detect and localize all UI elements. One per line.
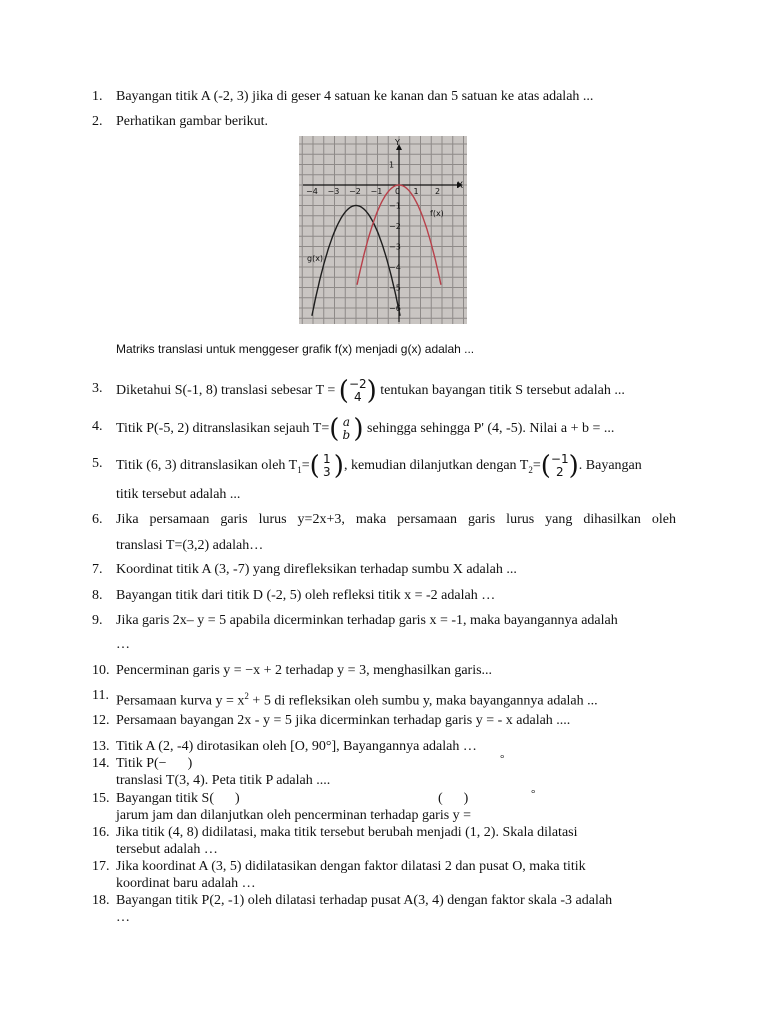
question-number: 7.	[92, 562, 103, 577]
f-label: f(x)	[430, 209, 444, 218]
question-18-continuation: …	[116, 910, 130, 925]
x-tick-label: −3	[327, 187, 340, 196]
x-tick-label: 2	[435, 187, 441, 196]
translation-vector-1: ( 1 3 )	[309, 451, 344, 481]
question-number: 11.	[92, 688, 109, 703]
question-text: Titik P(-5, 2) ditranslasikan sejauh T=	[116, 421, 330, 437]
question-15-continuation: jarum jam dan dilanjutkan oleh pencerminan terhadap garis y =	[116, 808, 472, 823]
x-tick-label: 1	[413, 187, 419, 196]
question-text: Titik P(− )	[116, 756, 193, 771]
y-tick-label: −4	[389, 263, 401, 272]
question-text: Bayangan titik S( )	[116, 791, 240, 806]
x-axis-label: X	[457, 181, 464, 191]
question-number: 10.	[92, 663, 110, 678]
question-text-end: . Bayangan	[578, 458, 642, 474]
y-tick-label: −2	[389, 222, 401, 231]
question-text: Jika persamaan garis lurus y=2x+3, maka persamaan garis lurus yang dihasilkan oleh	[116, 512, 676, 527]
question-text-end: sehingga sehingga P' (4, -5). Nilai a + b = ...	[363, 421, 615, 437]
question-number: 14.	[92, 756, 110, 771]
y-tick-label: −1	[389, 201, 401, 211]
x-tick-label: −2	[349, 187, 361, 196]
question-9-continuation: …	[116, 637, 130, 652]
question-number: 9.	[92, 613, 103, 628]
question-number: 13.	[92, 739, 110, 754]
vector-bottom: 2	[555, 465, 564, 479]
question-number: 1.	[92, 89, 103, 104]
question-number: 12.	[92, 713, 110, 728]
question-text: Jika titik (4, 8) didilatasi, maka titik tersebut berubah menjadi (1, 2). Skala dilatasi	[116, 825, 578, 840]
question-text: Jika garis 2x– y = 5 apabila dicerminkan terhadap garis x = -1, maka bayangannya adalah	[116, 613, 618, 628]
g-label: g(x)	[307, 254, 324, 263]
degree-symbol: °	[500, 753, 505, 765]
question-text-end: tentukan bayangan titik S tersebut adalah ...	[376, 383, 625, 399]
translation-vector: ( −2 4 )	[338, 376, 377, 406]
question-number: 2.	[92, 114, 103, 129]
question-text: Persamaan kurva y = x	[116, 693, 245, 709]
graph-caption: Matriks translasi untuk menggeser grafik f(x) menjadi g(x) adalah ...	[116, 342, 475, 356]
vector-top: −1	[550, 452, 569, 466]
vector-top: 1	[322, 452, 331, 466]
question-number: 8.	[92, 588, 103, 603]
y-tick-label: 1	[389, 160, 395, 170]
x-tick-label: 0	[395, 187, 401, 196]
question-text: Titik A (2, -4) dirotasikan oleh [O, 90°], Bayangannya adalah …	[116, 739, 477, 754]
blank-parentheses: ( )	[438, 791, 469, 806]
vector-bottom: b	[342, 428, 351, 442]
x-tick-label: −1	[370, 187, 383, 196]
question-6-continuation: translasi T=(3,2) adalah…	[116, 538, 264, 553]
graph-svg	[299, 136, 467, 324]
question-text: Koordinat titik A (3, -7) yang direfleksikan terhadap sumbu X adalah ...	[116, 562, 517, 577]
question-number: 15.	[92, 791, 110, 806]
question-number: 5.	[92, 456, 103, 471]
question-text: Bayangan titik dari titik D (-2, 5) oleh refleksi titik x = -2 adalah …	[116, 588, 496, 603]
y-axis-label: Y	[395, 138, 400, 147]
question-text: Perhatikan gambar berikut.	[116, 114, 269, 129]
question-16-continuation: tersebut adalah …	[116, 842, 218, 857]
x-tick-label: −4	[306, 187, 318, 196]
question-number: 18.	[92, 893, 110, 908]
vector-top: a	[342, 415, 350, 429]
question-14-continuation: translasi T(3, 4). Peta titik P adalah ....	[116, 773, 331, 788]
vector-top: −2	[348, 377, 367, 391]
question-text: Pencerminan garis y = −x + 2 terhadap y = 3, menghasilkan garis...	[116, 663, 493, 678]
graph-figure	[299, 136, 467, 324]
question-text: Bayangan titik A (-2, 3) jika di geser 4 satuan ke kanan dan 5 satuan ke atas adalah ...	[116, 89, 594, 104]
question-text: Jika koordinat A (3, 5) didilatasikan dengan faktor dilatasi 2 dan pusat O, maka titik	[116, 859, 586, 874]
question-text-end: + 5 di refleksikan oleh sumbu y, maka bayangannya adalah ...	[248, 693, 598, 709]
question-number: 3.	[92, 381, 103, 396]
question-number: 17.	[92, 859, 110, 874]
question-17-continuation: koordinat baru adalah …	[116, 876, 256, 891]
vector-bottom: 4	[353, 390, 362, 404]
degree-symbol: °	[531, 788, 536, 800]
vector-bottom: 3	[322, 465, 331, 479]
question-text-mid: , kemudian dilanjutkan dengan T	[343, 458, 529, 474]
question-number: 4.	[92, 419, 103, 434]
question-text: Persamaan bayangan 2x - y = 5 jika dicerminkan terhadap garis y = - x adalah ....	[116, 713, 571, 728]
question-text: Diketahui S(-1, 8) translasi sebesar T =	[116, 383, 339, 399]
y-tick-label: −6	[389, 304, 401, 313]
exponent: 2	[244, 691, 249, 701]
question-text: Bayangan titik P(2, -1) oleh dilatasi terhadap pusat A(3, 4) dengan faktor skala -3 adalah	[116, 893, 613, 908]
y-tick-label: −3	[389, 242, 401, 252]
question-text: Titik (6, 3) ditranslasikan oleh T	[116, 458, 298, 474]
translation-vector: ( a b )	[329, 414, 364, 444]
question-number: 6.	[92, 512, 103, 527]
translation-vector-2: ( −1 2 )	[540, 451, 579, 481]
question-number: 16.	[92, 825, 110, 840]
question-5-continuation: titik tersebut adalah ...	[116, 487, 241, 502]
y-tick-label: −5	[389, 283, 401, 293]
